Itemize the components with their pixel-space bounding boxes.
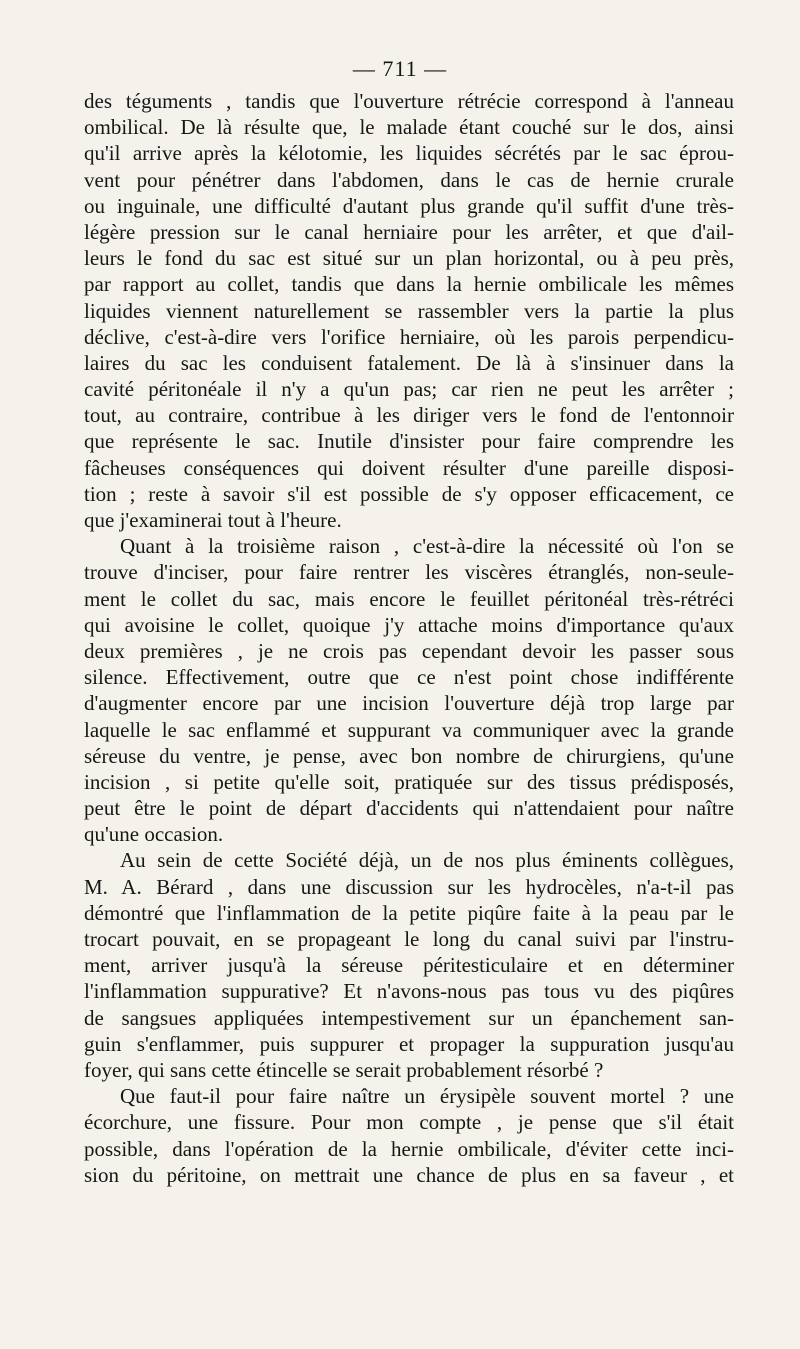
text-line: qu'une occasion. <box>84 822 224 847</box>
text-line: trouve d'inciser, pour faire rentrer les viscères étranglés, non-seule- <box>84 560 734 585</box>
text-line: fâcheuses conséquences qui doivent résulter d'une pareille disposi- <box>84 455 734 480</box>
text-line: Quant à la troisième raison , c'est-à-dire la nécessité où l'on se <box>120 534 734 559</box>
text-line: vent pour pénétrer dans l'abdomen, dans le cas de hernie crurale <box>84 167 734 192</box>
text-line: ombilical. De là résulte que, le malade étant couché sur le dos, ainsi <box>84 115 734 140</box>
text-line: liquides viennent naturellement se rassembler vers la partie la plus <box>84 298 734 323</box>
text-line: déclive, c'est-à-dire vers l'orifice herniaire, où les parois perpendicu- <box>84 324 734 349</box>
text-line: qui avoisine le collet, quoique j'y attache moins d'importance qu'aux <box>84 612 734 637</box>
text-line: laquelle le sac enflammé et suppurant va communiquer avec la grande <box>84 717 734 742</box>
text-line: par rapport au collet, tandis que dans la hernie ombilicale les mêmes <box>84 272 734 297</box>
text-line: silence. Effectivement, outre que ce n'est point chose indifférente <box>84 665 734 690</box>
text-line: des téguments , tandis que l'ouverture rétrécie correspond à l'anneau <box>84 89 734 113</box>
text-line: qu'il arrive après la kélotomie, les liquides sécrétés par le sac éprou- <box>84 141 734 166</box>
text-line: que j'examinerai tout à l'heure. <box>84 508 342 532</box>
text-line: que représente le sac. Inutile d'insister pour faire comprendre les <box>84 429 734 454</box>
text-line: cavité péritonéale il n'y a qu'un pas; car rien ne peut les arrêter ; <box>84 377 734 402</box>
text-line: guin s'enflammer, puis suppurer et propager la suppuration jusqu'au <box>84 1031 734 1056</box>
text-line: démontré que l'inflammation de la petite piqûre faite à la peau par le <box>84 900 734 925</box>
text-line: ou inguinale, une difficulté d'autant plus grande qu'il suffit d'une très- <box>84 193 734 218</box>
text-line: d'augmenter encore par une incision l'ouverture déjà trop large par <box>84 691 734 716</box>
text-line: ment le collet du sac, mais encore le feuillet péritonéal très-rétréci <box>84 586 734 611</box>
text-line: deux premières , je ne crois pas cependant devoir les passer sous <box>84 638 734 663</box>
text-line: légère pression sur le canal herniaire pour les arrêter, et que d'ail- <box>84 219 734 244</box>
text-line: sion du péritoine, on mettrait une chance de plus en sa faveur , et <box>84 1162 734 1187</box>
text-line: tout, au contraire, contribue à les diriger vers le fond de l'entonnoir <box>84 403 734 428</box>
text-line: M. A. Bérard , dans une discussion sur les hydrocèles, n'a-t-il pas <box>84 874 734 899</box>
text-line: leurs le fond du sac est situé sur un plan horizontal, ou à peu près, <box>84 246 734 271</box>
text-line: tion ; reste à savoir s'il est possible de s'y opposer efficacement, ce <box>84 481 734 506</box>
text-line: séreuse du ventre, je pense, avec bon nombre de chirurgiens, qu'une <box>84 743 734 768</box>
text-line: incision , si petite qu'elle soit, pratiquée sur des tissus prédisposés, <box>84 769 734 794</box>
text-line: écorchure, une fissure. Pour mon compte , je pense que s'il était <box>84 1110 734 1135</box>
text-line: de sangsues appliquées intempestivement sur un épanchement san- <box>84 1005 734 1030</box>
body-text <box>84 88 734 1188</box>
text-line: ment, arriver jusqu'à la séreuse péritesticulaire et en déterminer <box>84 953 734 978</box>
page-number: — 711 — <box>352 56 448 81</box>
text-line: foyer, qui sans cette étincelle se serait probablement résorbé ? <box>84 1057 604 1082</box>
text-line: peut être le point de départ d'accidents qui n'attendaient pour naître <box>84 796 734 821</box>
text-line: Au sein de cette Société déjà, un de nos plus éminents collègues, <box>120 848 734 873</box>
text-line: trocart pouvait, en se propageant le long du canal suivi par l'instru- <box>84 927 734 951</box>
text-line: l'inflammation suppurative? Et n'avons-nous pas tous vu des piqûres <box>84 979 734 1004</box>
text-line: laires du sac les conduisent fatalement. De là à s'insinuer dans la <box>84 350 734 375</box>
text-line: possible, dans l'opération de la hernie ombilicale, d'éviter cette inci- <box>84 1136 734 1161</box>
text-line: Que faut-il pour faire naître un érysipèle souvent mortel ? une <box>120 1084 734 1109</box>
